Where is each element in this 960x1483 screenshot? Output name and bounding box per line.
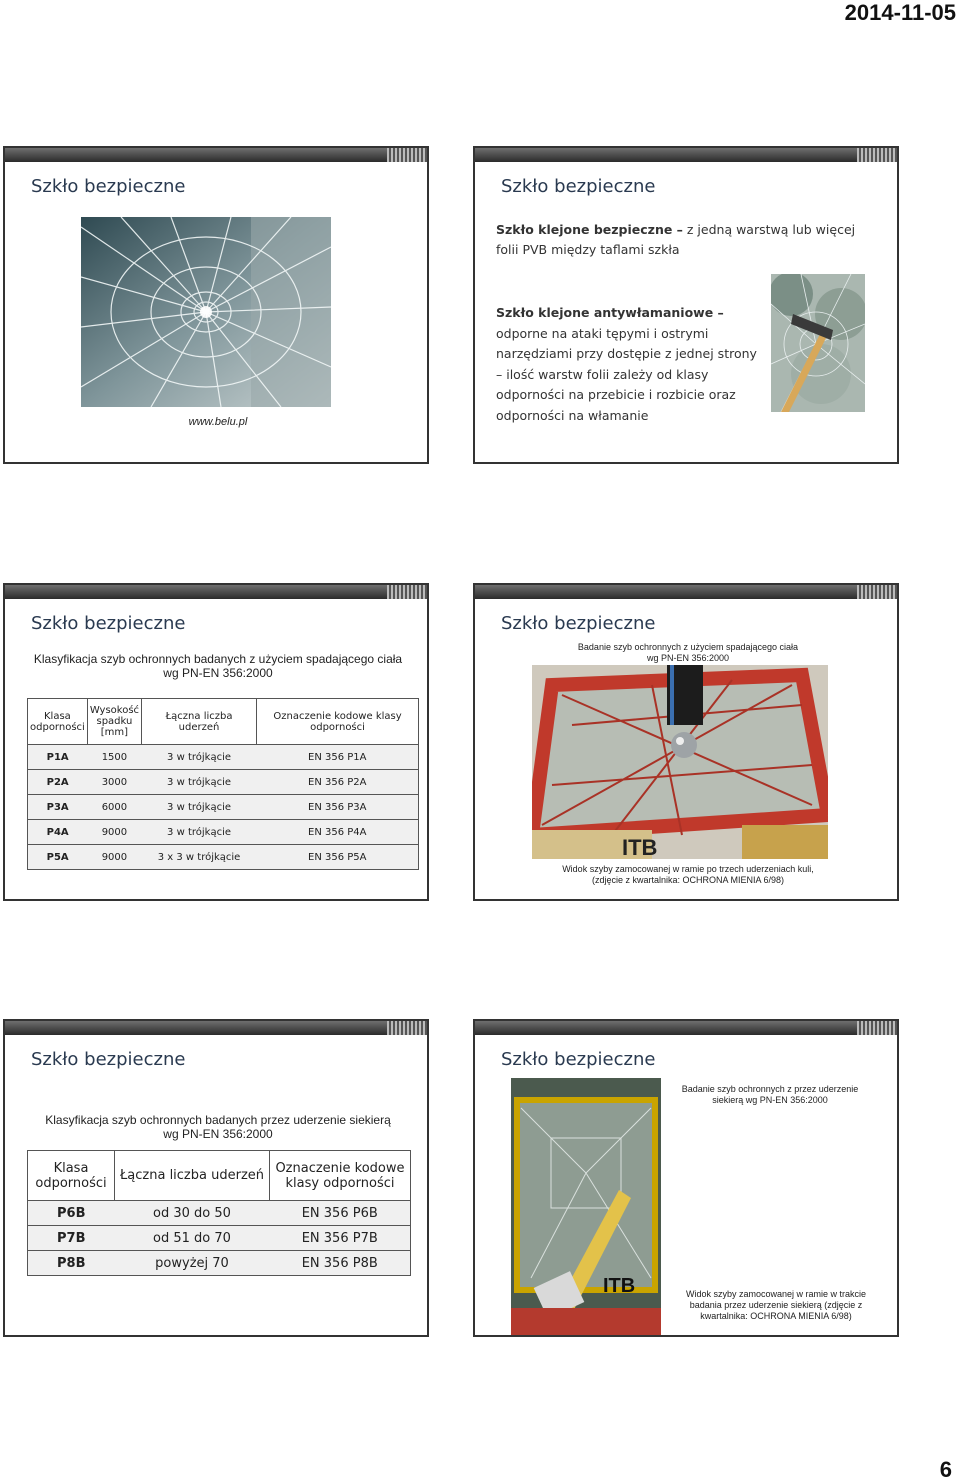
anti-burglary-term: Szkło klejone antywłamaniowe –: [496, 305, 724, 320]
table-subtitle: Klasyfikacja szyb ochronnych badanych przez uderzenie siekierą wg PN-EN 356:2000: [45, 1113, 391, 1141]
table-header: Oznaczenie kodowe klasy odporności: [270, 1151, 411, 1201]
table-row: P3A 6000 3 w trójkącie EN 356 P3A: [28, 795, 419, 820]
slide-6: [473, 1019, 899, 1337]
table-header: Oznaczenie kodowe klasy odporności: [257, 699, 419, 745]
photo-caption: www.belu.pl: [188, 416, 248, 428]
falling-ball-test-photo: [532, 665, 828, 859]
table-subtitle: Klasyfikacja szyb ochronnych badanych z użyciem spadającego ciała wg PN-EN 356:2000: [33, 652, 403, 680]
slide-1: [3, 146, 429, 464]
slide-top-bar: [5, 1021, 427, 1035]
table-row: P5A 9000 3 x 3 w trójkącie EN 356 P5A: [28, 845, 419, 870]
laminated-glass-term: Szkło klejone bezpieczne –: [496, 222, 683, 237]
slide-title: Szkło bezpieczne: [31, 176, 186, 197]
table-row: P6B od 30 do 50 EN 356 P6B: [28, 1201, 411, 1226]
photo-subtitle: Badanie szyb ochronnych z przez uderzenie siekierą wg PN-EN 356:2000: [681, 1084, 859, 1105]
itb-label: ITB: [603, 1275, 636, 1297]
table-row: P1A 1500 3 w trójkącie EN 356 P1A: [28, 745, 419, 770]
slide-top-bar: [5, 585, 427, 599]
slide-top-bar: [5, 148, 427, 162]
table-row: P4A 9000 3 w trójkącie EN 356 P4A: [28, 820, 419, 845]
photo-subtitle: Badanie szyb ochronnych z użyciem spadającego ciała wg PN-EN 356:2000: [577, 642, 799, 663]
laminated-glass-desc: z jedną warstwą lub więcej folii PVB między taflami szkła: [496, 222, 856, 257]
table-header: Klasa odporności: [28, 699, 88, 745]
photo-caption: Widok szyby zamocowanej w ramie w trakcie badania przez uderzenie siekierą (zdjęcie z kwartalnika: OCHRONA MIENIA 6/98): [685, 1289, 867, 1321]
slide-3: [3, 583, 429, 901]
hammer-glass-photo: [771, 274, 865, 412]
slide-5: [3, 1019, 429, 1337]
slide-title: Szkło bezpieczne: [501, 613, 656, 634]
table-header: Łączna liczba uderzeń: [142, 699, 257, 745]
axe-impact-class-table: [27, 1150, 411, 1276]
table-header: Łączna liczba uderzeń: [115, 1151, 270, 1201]
slide-4: [473, 583, 899, 901]
itb-label: ITB: [622, 835, 658, 859]
falling-body-class-table: [27, 698, 419, 870]
table-header: Klasa odporności: [28, 1151, 115, 1201]
slide-top-bar: [475, 148, 897, 162]
slide-title: Szkło bezpieczne: [31, 613, 186, 634]
slide-title: Szkło bezpieczne: [501, 176, 656, 197]
table-header: Wysokość spadku [mm]: [87, 699, 141, 745]
slide-top-bar: [475, 1021, 897, 1035]
anti-burglary-desc: odporne na ataki tępymi i ostrymi narzędziami przy dostępie z jednej strony – ilość warstw folii zależy od klasy odporności na przebicie i rozbicie oraz odporności na włamanie: [496, 325, 757, 423]
axe-impact-test-photo: [511, 1078, 661, 1335]
header-date: 2014-11-05: [844, 0, 956, 25]
table-row: P8B powyżej 70 EN 356 P8B: [28, 1251, 411, 1276]
photo-caption: Widok szyby zamocowanej w ramie po trzech uderzeniach kuli, (zdjęcie z kwartalnika: OCHRONA MIENIA 6/98): [562, 864, 814, 885]
laminated-glass-paragraph: [496, 220, 876, 260]
table-row: P7B od 51 do 70 EN 356 P7B: [28, 1226, 411, 1251]
table-row: P2A 3000 3 w trójkącie EN 356 P2A: [28, 770, 419, 795]
slide-2: [473, 146, 899, 464]
slide-title: Szkło bezpieczne: [501, 1049, 656, 1070]
broken-glass-photo: [81, 217, 331, 407]
page-number: 6: [939, 1457, 952, 1482]
slide-title: Szkło bezpieczne: [31, 1049, 186, 1070]
anti-burglary-paragraph: [496, 303, 761, 426]
slide-top-bar: [475, 585, 897, 599]
